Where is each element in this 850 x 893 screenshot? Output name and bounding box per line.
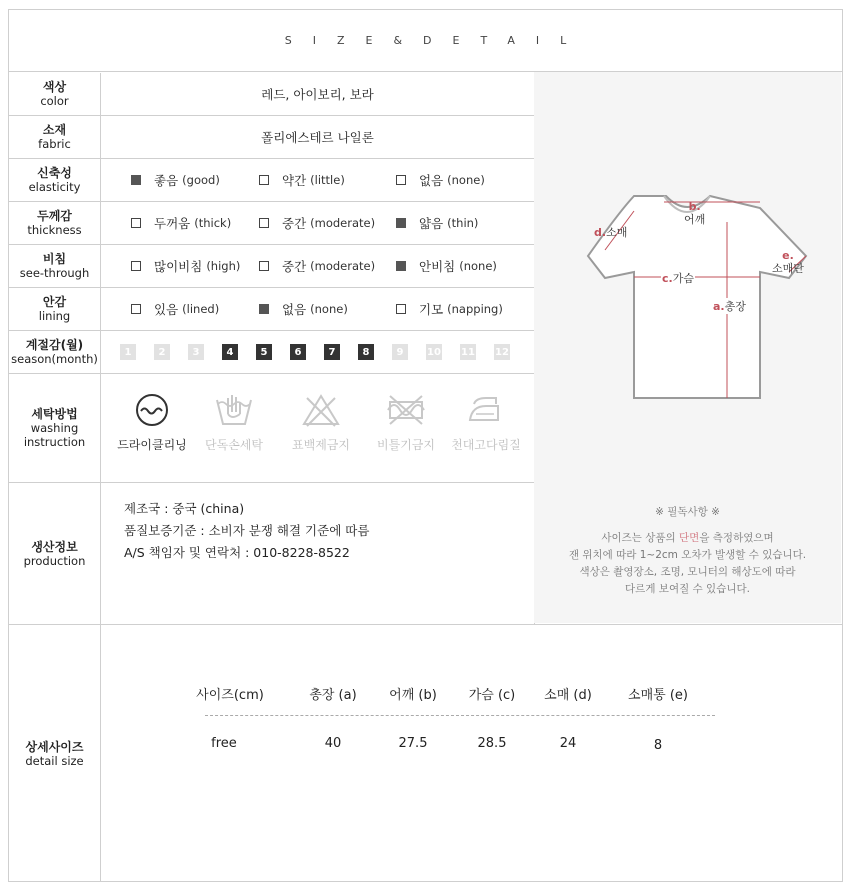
checkbox-icon <box>131 304 141 314</box>
thickness-options <box>101 202 534 244</box>
washing-item-iron: 천대고다림질 <box>446 374 526 482</box>
checkbox-icon <box>396 175 406 185</box>
elasticity-option-little: 약간 (little) <box>259 159 345 201</box>
washing-item-no-wring: 비틀기금지 <box>366 374 446 482</box>
size-header-cell: 사이즈(cm) <box>196 688 264 703</box>
color-label: 색상 color <box>40 80 69 108</box>
tshirt-diagram <box>534 72 841 412</box>
no-wring-icon <box>385 392 427 428</box>
label-e: e. 소매단 <box>772 249 804 275</box>
size-header-cell: 어깨 (b) <box>389 688 437 703</box>
size-header-cell: 소매 (d) <box>544 688 592 703</box>
production-info <box>124 498 369 564</box>
checkbox-icon <box>259 175 269 185</box>
lining-option-lined: 있음 (lined) <box>131 288 219 330</box>
size-header-cell: 가슴 (c) <box>468 688 516 703</box>
production-origin: 제조국 : 중국 (china) <box>124 501 245 516</box>
washing-item-dry-clean: 드라이클리닝 <box>112 374 192 482</box>
washing-item-hand-wash: 단독손세탁 <box>194 374 274 482</box>
size-header-cell: 총장 (a) <box>309 688 357 703</box>
notice: ※ 필독사항 ※ 사이즈는 상품의 단면을 측정하였으며 잰 위치에 따라 1~2cm 오차가 발생할 수 있습니다. 색상은 촬영장소, 조명, 모니터의 해상도에 따라 다르게 보여질 수 있습니다. <box>568 506 807 595</box>
month-1: 1 <box>120 344 136 360</box>
season-label: 계절감(월) season(month) <box>11 338 98 366</box>
month-12: 12 <box>494 344 510 360</box>
no-bleach-icon <box>301 392 341 428</box>
hand-wash-icon <box>214 392 254 428</box>
fabric-value: 폴리에스테르 나일론 <box>261 130 374 145</box>
size-value-cell: 40 <box>324 736 342 751</box>
lining-label: 안감 lining <box>38 295 71 323</box>
month-4: 4 <box>222 344 238 360</box>
month-11: 11 <box>460 344 476 360</box>
dry-clean-icon <box>134 392 170 428</box>
checkbox-icon <box>396 304 406 314</box>
checkbox-icon <box>259 261 269 271</box>
label-d: d.소매 <box>594 226 628 239</box>
seethrough-option-none: 안비침 (none) <box>396 245 497 287</box>
production-label: 생산정보 production <box>23 539 86 568</box>
iron-icon <box>466 392 506 428</box>
month-6: 6 <box>290 344 306 360</box>
washing-icons <box>101 374 534 482</box>
color-value: 레드, 아이보리, 보라 <box>261 87 374 102</box>
label-a: a.총장 <box>713 300 746 313</box>
detail-size-label: 상세사이즈 detail size <box>25 740 84 768</box>
washing-item-no-bleach: 표백제금지 <box>281 374 361 482</box>
size-header-cell: 소매통 (e) <box>628 688 688 703</box>
season-months <box>101 331 534 373</box>
size-value-cell: 24 <box>559 736 577 751</box>
checkbox-icon <box>396 218 406 228</box>
size-value-cell: 8 <box>653 738 663 753</box>
size-table-header <box>196 684 715 704</box>
label-b: b. 어깨 <box>684 200 706 226</box>
elasticity-option-none: 없음 (none) <box>396 159 485 201</box>
thickness-option-thick: 두꺼움 (thick) <box>131 202 231 244</box>
size-value-cell: 28.5 <box>477 736 507 751</box>
size-value-cell: 27.5 <box>398 736 428 751</box>
table-row <box>205 736 715 756</box>
thickness-option-moderate: 중간 (moderate) <box>259 202 375 244</box>
lining-option-napping: 기모 (napping) <box>396 288 503 330</box>
month-2: 2 <box>154 344 170 360</box>
thickness-option-thin: 얇음 (thin) <box>396 202 478 244</box>
checkbox-icon <box>259 304 269 314</box>
checkbox-icon <box>259 218 269 228</box>
checkbox-icon <box>396 261 406 271</box>
checkbox-icon <box>131 261 141 271</box>
thickness-label: 두께감 thickness <box>27 209 82 237</box>
lining-options <box>101 288 534 330</box>
checkbox-icon <box>131 175 141 185</box>
seethrough-option-high: 많이비침 (high) <box>131 245 240 287</box>
label-c: c.가슴 <box>662 272 694 285</box>
production-contact: A/S 책임자 및 연락처 : 010-8228-8522 <box>124 545 350 560</box>
diagram-panel <box>534 72 841 623</box>
month-8: 8 <box>358 344 374 360</box>
month-7: 7 <box>324 344 340 360</box>
elasticity-option-good: 좋음 (good) <box>131 159 220 201</box>
fabric-label: 소재 fabric <box>38 123 71 151</box>
washing-label: 세탁방법 washing instruction <box>23 407 86 449</box>
checkbox-icon <box>131 218 141 228</box>
seethrough-option-moderate: 중간 (moderate) <box>259 245 375 287</box>
month-10: 10 <box>426 344 442 360</box>
size-value-cell: free <box>211 736 237 751</box>
seethrough-label: 비침 see-through <box>19 252 90 280</box>
production-warranty: 품질보증기준 : 소비자 분쟁 해결 기준에 따름 <box>124 523 370 538</box>
page-title: SIZE&DETAIL <box>9 10 842 72</box>
month-5: 5 <box>256 344 272 360</box>
month-3: 3 <box>188 344 204 360</box>
seethrough-options <box>101 245 534 287</box>
elasticity-label: 신축성 elasticity <box>28 166 81 194</box>
lining-option-none: 없음 (none) <box>259 288 348 330</box>
month-9: 9 <box>392 344 408 360</box>
elasticity-options <box>101 159 534 201</box>
